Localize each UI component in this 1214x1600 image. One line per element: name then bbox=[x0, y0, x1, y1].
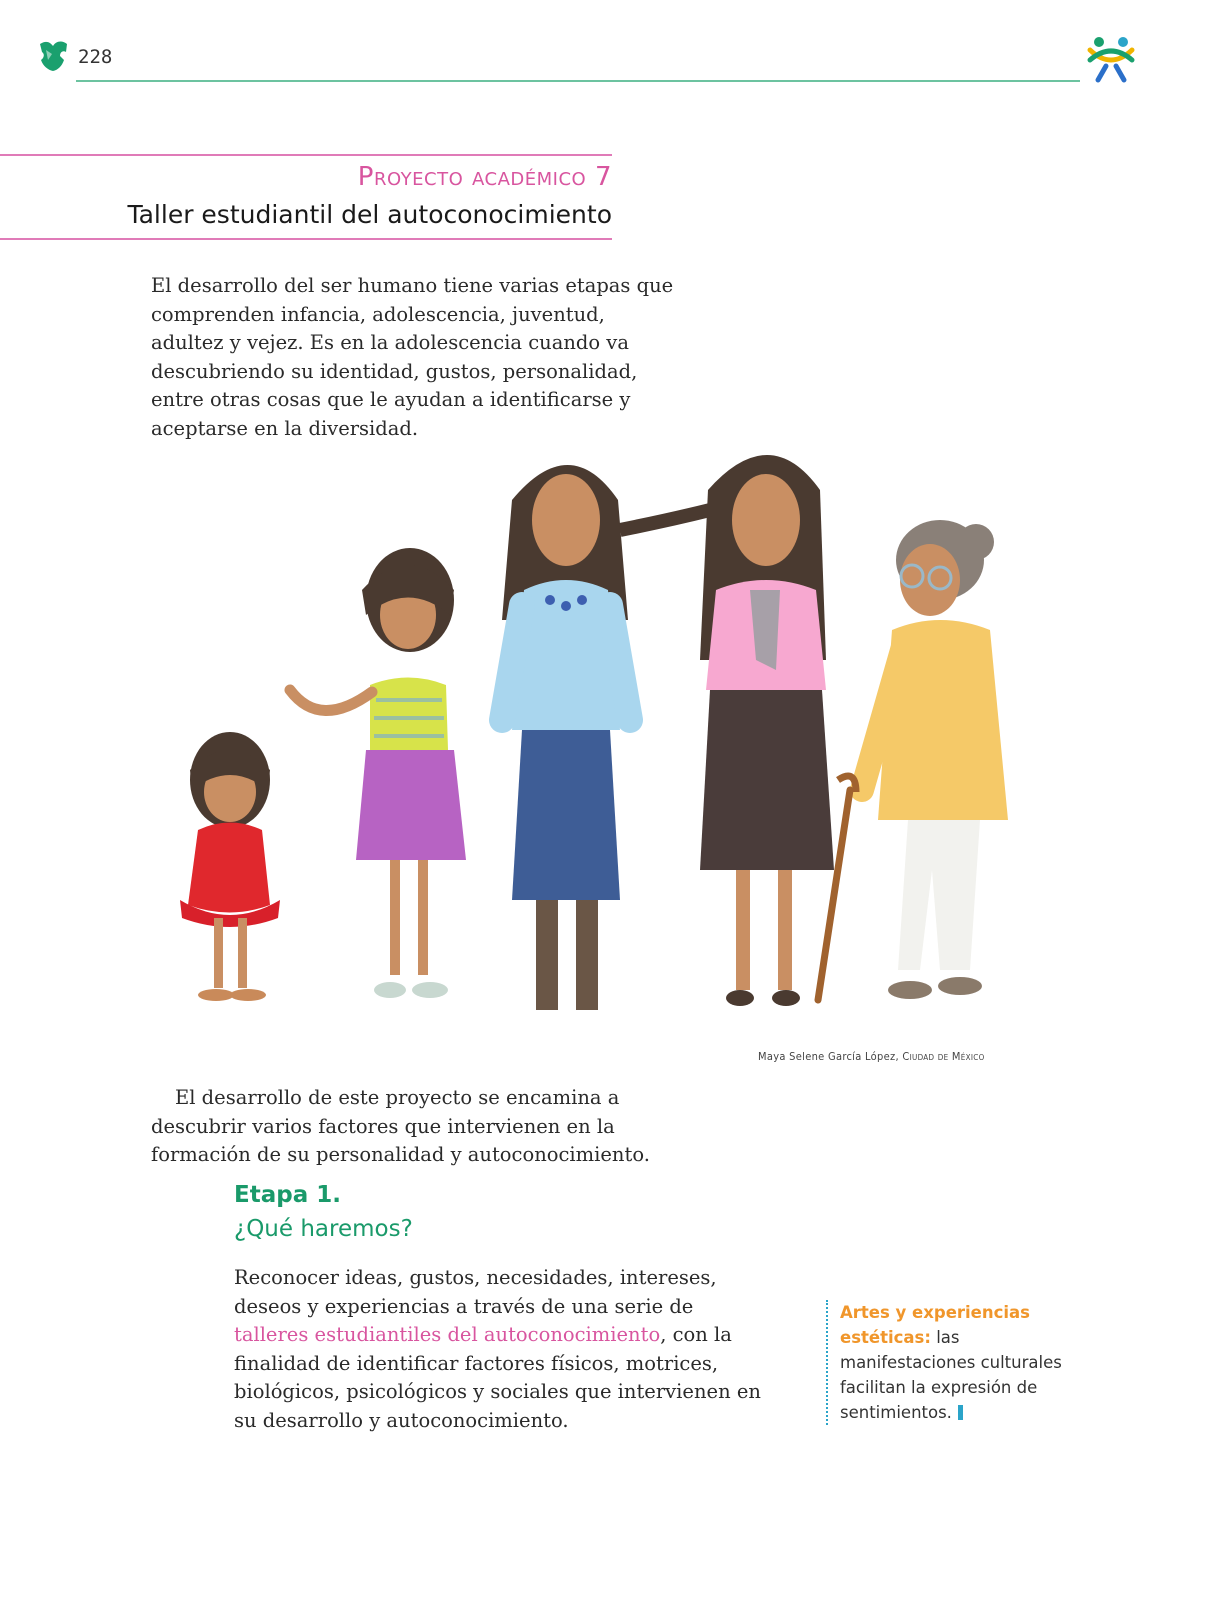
elderly-woman-figure bbox=[818, 520, 1008, 1000]
body-paragraph: El desarrollo de este proyecto se encamina a descubrir varios factores que intervienen en la formación de su personalidad y autoconocimiento. bbox=[151, 1086, 650, 1166]
project-subtitle: Taller estudiantil del autoconocimiento bbox=[127, 200, 612, 229]
life-stages-illustration bbox=[150, 430, 1030, 1050]
illustration-credit bbox=[758, 1050, 985, 1063]
stage-title: Etapa 1. bbox=[234, 1182, 341, 1208]
project-title: Proyecto académico 7 bbox=[357, 162, 612, 192]
credit-name: Maya Selene García López, bbox=[758, 1050, 899, 1063]
girl-figure bbox=[290, 548, 466, 998]
young-woman-figure bbox=[502, 465, 630, 1010]
stage-question: ¿Qué haremos? bbox=[234, 1216, 413, 1242]
stage-paragraph bbox=[234, 1264, 764, 1435]
credit-place: Ciudad de México bbox=[902, 1050, 985, 1063]
child-figure bbox=[180, 732, 280, 1001]
sidebar-term: Artes y experiencias estéticas: bbox=[840, 1303, 1031, 1347]
page-number: 228 bbox=[78, 46, 113, 68]
sidebar-glossary-note bbox=[826, 1300, 1096, 1425]
stage-text-before: Reconocer ideas, gustos, necesidades, intereses, deseos y experiencias a través de una serie de bbox=[234, 1266, 717, 1318]
header-rule bbox=[76, 80, 1080, 82]
sidebar-definition: las manifestaciones culturales facilitan la expresión de sentimientos. bbox=[840, 1328, 1062, 1422]
book-logo-icon bbox=[36, 38, 70, 74]
intro-paragraph: El desarrollo del ser humano tiene varias etapas que comprenden infancia, adolescencia, juventud, adultez y vejez. Es en la adolescencia cuando va descubriendo su identidad, gustos, personalidad, entre otras cosas que le ayudan a identificarse y aceptarse en la diversidad. bbox=[151, 274, 674, 440]
stage-highlight-term: talleres estudiantiles del autoconocimiento bbox=[234, 1323, 661, 1346]
title-rule-bottom bbox=[0, 238, 612, 240]
end-mark-icon bbox=[958, 1405, 963, 1420]
title-rule-top bbox=[0, 154, 612, 156]
emblem-icon bbox=[1084, 32, 1138, 86]
adult-woman-figure bbox=[620, 455, 834, 1006]
stage-text-after: , con la finalidad de identificar factores físicos, motrices, biológicos, psicológicos y sociales que intervienen en su desarrollo y autoconocimiento. bbox=[234, 1323, 761, 1432]
